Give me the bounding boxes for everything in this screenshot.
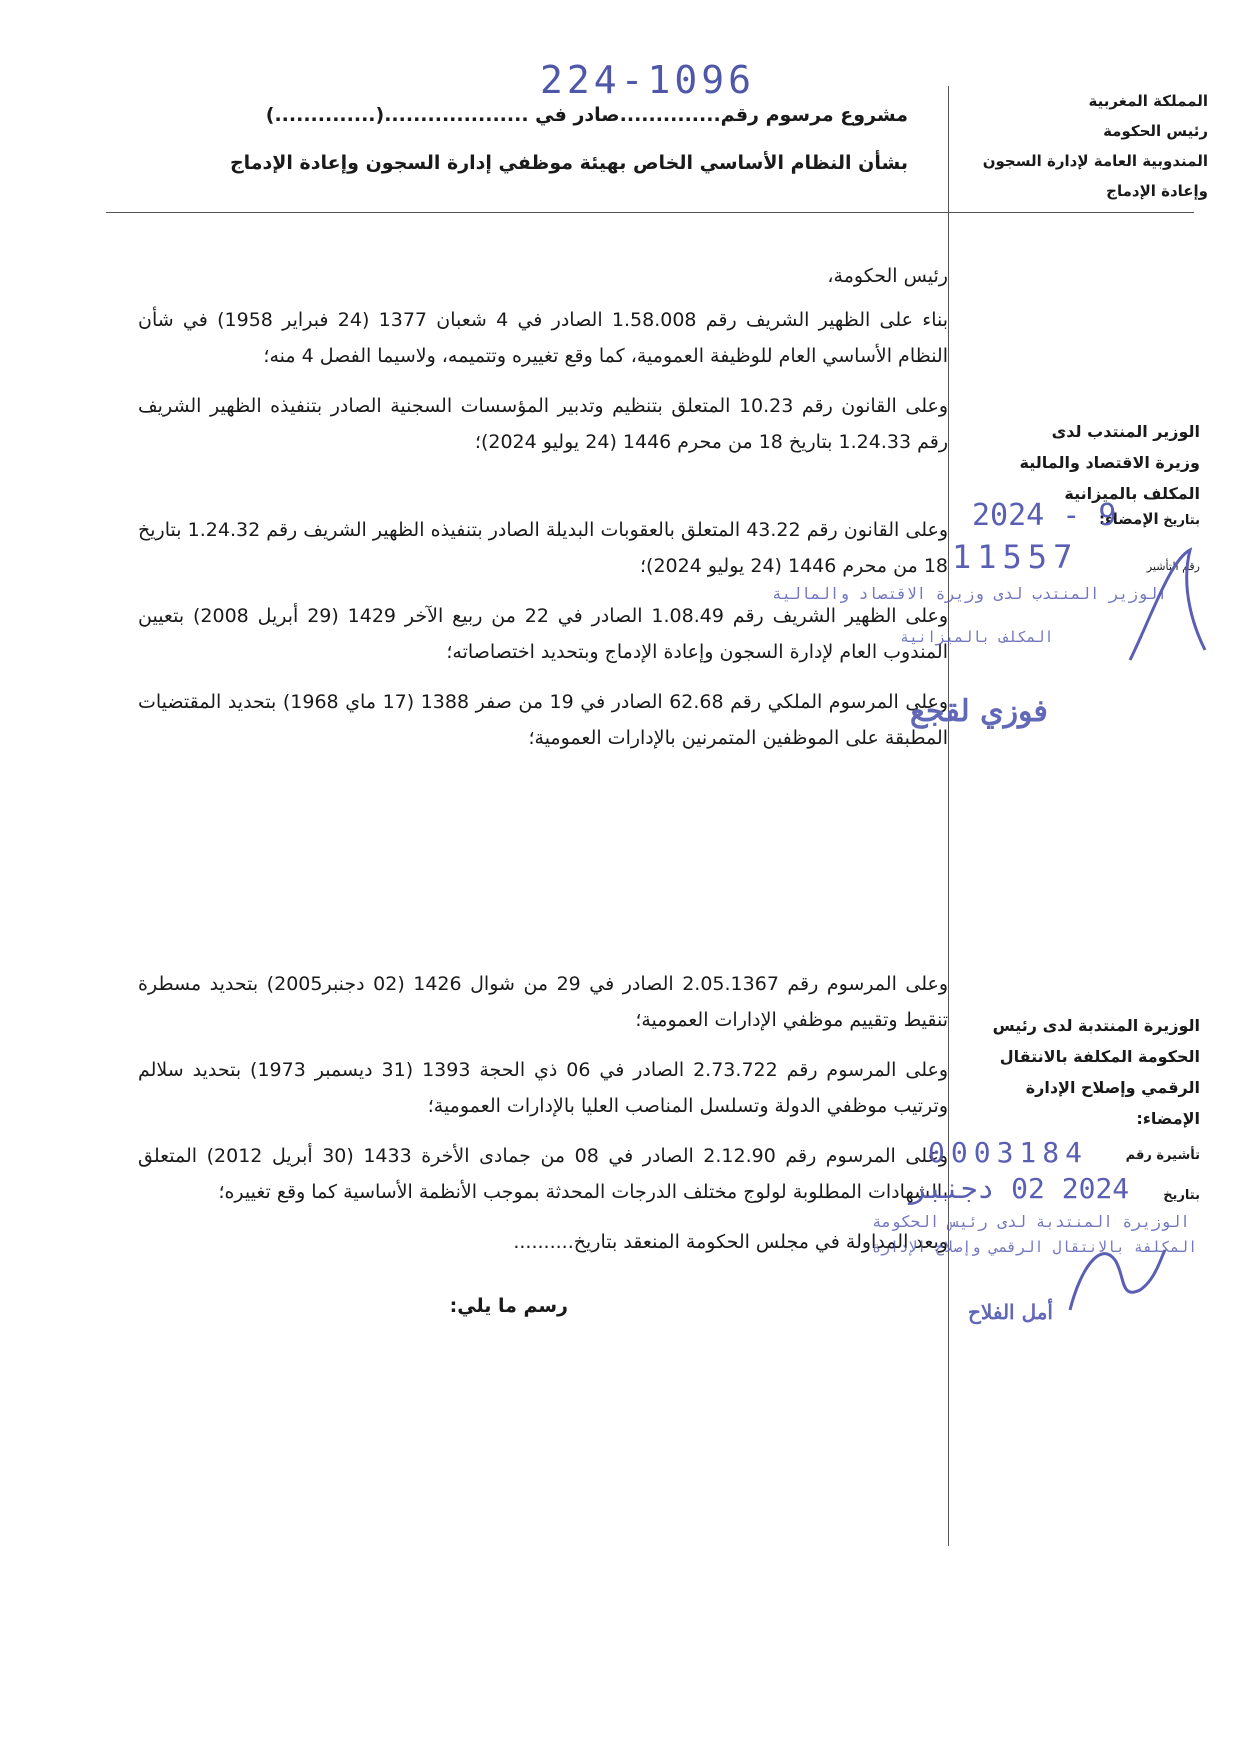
decree-title-line1: مشروع مرسوم رقم..............صادر في ....................(..............) — [265, 104, 908, 126]
recital-4: وعلى الظهير الشريف رقم 1.08.49 الصادر في 22 من ربيع الآخر 1429 (29 أبريل 2008) بتعيين المندوب العام لإدارة السجون وإعادة الإدماج وبتحديد اختصاصاته؛ — [138, 605, 949, 663]
recital-2: وعلى القانون رقم 10.23 المتعلق بتنظيم وتدبير المؤسسات السجنية الصادر بتنفيذه الظهير الشريف رقم 1.24.33 بتاريخ 18 من محرم 1446 (24 يوليو 2024)؛ — [138, 395, 948, 453]
signatory1-title-line3: المكلف بالميزانية — [1064, 484, 1200, 503]
signatory1-official-stamp-line2: المكلف بالميزانية — [900, 628, 1054, 646]
recital-1: بناء على الظهير الشريف رقم 1.58.008 الصادر في 4 شعبان 1377 (24 فبراير 1958) في شأن النظام الأساسي العام للوظيفة العمومية، كما وقع تغييره وتتميمه، ولاسيما الفصل 4 منه؛ — [138, 309, 949, 367]
signatory1-visa-number: 11557 — [952, 538, 1079, 576]
issuing-authority-header — [982, 86, 1208, 206]
signatory2-title-line2: الحكومة المكلفة بالانتقال — [999, 1047, 1200, 1066]
signatory1-title-line1: الوزير المنتدب لدى — [1051, 422, 1200, 441]
signatory1-date-stamp: 2024 - 9 — [972, 498, 1117, 533]
signatory2-sign-label: الإمضاء: — [1136, 1109, 1200, 1128]
signatory-digital-minister — [970, 1010, 1200, 1134]
signatory1-date-label: بتاريخ — [1163, 513, 1200, 528]
signatory2-title-line3: الرقمي وإصلاح الإدارة — [1025, 1078, 1200, 1097]
signatory1-title-line2: وزيرة الاقتصاد والمالية — [1019, 453, 1200, 472]
signatory2-ref-label: تأشيرة رقم — [1125, 1148, 1200, 1163]
signatory2-date-stamp: 2024 02 دجنبر — [910, 1172, 1130, 1205]
margin-divider — [948, 86, 949, 1546]
head-of-government-label: رئيس الحكومة — [1103, 122, 1208, 140]
kingdom-label: المملكة المغربية — [1088, 92, 1208, 110]
signatory1-signature: فوزي لقجع — [910, 694, 1048, 729]
recital-8: وعلى المرسوم رقم 2.12.90 الصادر في 08 من جمادى الأخرة 1433 (30 أبريل 2012) المتعلق بالشهادات المطلوبة لولوج مختلف الدرجات المحدثة بموجب الأنظمة الأساسية كما وقع تغييره؛ — [138, 1145, 948, 1203]
recital-7: وعلى المرسوم رقم 2.73.722 الصادر في 06 ذي الحجة 1393 (31 ديسمبر 1973) بتحديد سلالم وترتيب موظفي الدولة وتسلسل المناصب العليا بالإدارات العمومية؛ — [138, 1059, 949, 1117]
signatory1-ref-label: رقم التأشير — [1146, 560, 1200, 573]
signatory2-official-stamp-line2: المكلفة بالانتقال الرقمي وإصلاح الإدارة — [872, 1238, 1198, 1256]
recital-6: وعلى المرسوم رقم 2.05.1367 الصادر في 29 من شوال 1426 (02 دجنبر2005) بتحديد مسطرة تنقيط وتقييم موظفي الإدارات العمومية؛ — [138, 973, 949, 1031]
delegation-label-line2: وإعادة الإدماج — [1106, 182, 1208, 200]
recital-5: وعلى المرسوم الملكي رقم 62.68 الصادر في 19 من صفر 1388 (17 ماي 1968) بتحديد المقتضيات المطبقة على الموظفين المتمرنين بالإدارات العمومية؛ — [138, 691, 949, 749]
signatory1-signature-stroke-icon — [1120, 540, 1210, 670]
decree-body-lower — [138, 966, 948, 1324]
deliberation-clause: وبعد المداولة في مجلس الحكومة المنعقد بتاريخ.......... — [513, 1231, 948, 1253]
delegation-label-line1: المندوبية العامة لإدارة السجون — [982, 152, 1208, 170]
decree-formula: رسم ما يلي: — [449, 1295, 568, 1317]
salutation: رئيس الحكومة، — [827, 265, 948, 287]
signatory2-date-label: بتاريخ — [1163, 1188, 1200, 1203]
signatory1-sign-label: الإمضاء: — [1098, 510, 1159, 528]
registration-stamp-number: 224-1096 — [540, 58, 756, 102]
recital-3: وعلى القانون رقم 43.22 المتعلق بالعقوبات البديلة الصادر بتنفيذه الظهير الشريف رقم 1.24.32 بتاريخ 18 من محرم 1446 (24 يوليو 2024)؛ — [138, 519, 949, 577]
header-divider — [106, 212, 1194, 213]
decree-title-line2: بشأن النظام الأساسي الخاص بهيئة موظفي إدارة السجون وإعادة الإدماج — [229, 152, 908, 174]
signatory2-signature: أمل الفلاح — [968, 1300, 1053, 1324]
signatory2-signature-stroke-icon — [1060, 1230, 1170, 1320]
signatory2-visa-number: 0003184 — [928, 1136, 1089, 1169]
signatory1-official-stamp-line1: الوزير المنتدب لدى وزيرة الاقتصاد والمالية — [772, 584, 1167, 603]
signatory2-title-line1: الوزيرة المنتدبة لدى رئيس — [992, 1016, 1200, 1035]
signatory-budget-minister — [970, 416, 1200, 509]
decree-body-upper — [138, 258, 948, 756]
signatory2-official-stamp-line1: الوزيرة المنتدبة لدى رئيس الحكومة — [872, 1212, 1190, 1231]
